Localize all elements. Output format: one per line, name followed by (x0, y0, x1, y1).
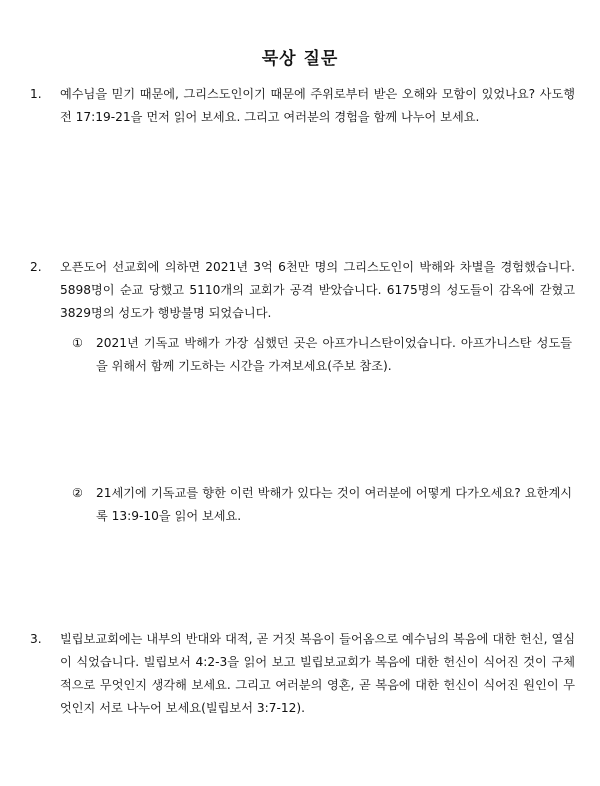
sub-question-1 (72, 332, 572, 378)
question-1 (30, 83, 575, 129)
sub-question-text: 21세기에 기독교를 향한 이런 박해가 있다는 것이 여러분에 어떻게 다가오세요? 요한계시록 13:9-10을 읽어 보세요. (96, 486, 572, 523)
question-number: 3. (30, 632, 42, 646)
question-text: 빌립보교회에는 내부의 반대와 대적, 곧 거짓 복음이 들어옴으로 예수님의 복음에 대한 헌신, 열심이 식었습니다. 빌립보서 4:2-3을 읽어 보고 빌립보교회가 복음에 대한 헌신이 식어진 것이 구체적으로 무엇인지 생각해 보세요. 그리고 여러분의 영혼, 곧 복음에 대한 헌신이 식어진 원인이 무엇인지 서로 나누어 보세요(빌립보서 3:7-12). (60, 632, 575, 715)
sub-question-marker: ① (72, 336, 83, 350)
page-title: 묵상 질문 (261, 49, 339, 69)
sub-question-text: 2021년 기독교 박해가 가장 심했던 곳은 아프가니스탄이었습니다. 아프가니스탄 성도들을 위해서 함께 기도하는 시간을 가져보세요(주보 참조). (96, 336, 572, 373)
question-2 (30, 256, 575, 325)
sub-question-marker: ② (72, 486, 83, 500)
question-text: 예수님을 믿기 때문에, 그리스도인이기 때문에 주위로부터 받은 오해와 모함이 있었나요? 사도행전 17:19-21을 먼저 읽어 보세요. 그리고 여러분의 경험을 함께 나누어 보세요. (60, 87, 575, 124)
question-3 (30, 628, 575, 720)
question-text: 오픈도어 선교회에 의하면 2021년 3억 6천만 명의 그리스도인이 박해와 차별을 경험했습니다. 5898명이 순교 당했고 5110개의 교회가 공격 받았습니다. 6175명의 성도들이 감옥에 갇혔고 3829명의 성도가 행방불명 되었습니다. (60, 260, 575, 320)
sub-question-2 (72, 482, 572, 528)
question-number: 2. (30, 260, 42, 274)
question-number: 1. (30, 87, 42, 101)
